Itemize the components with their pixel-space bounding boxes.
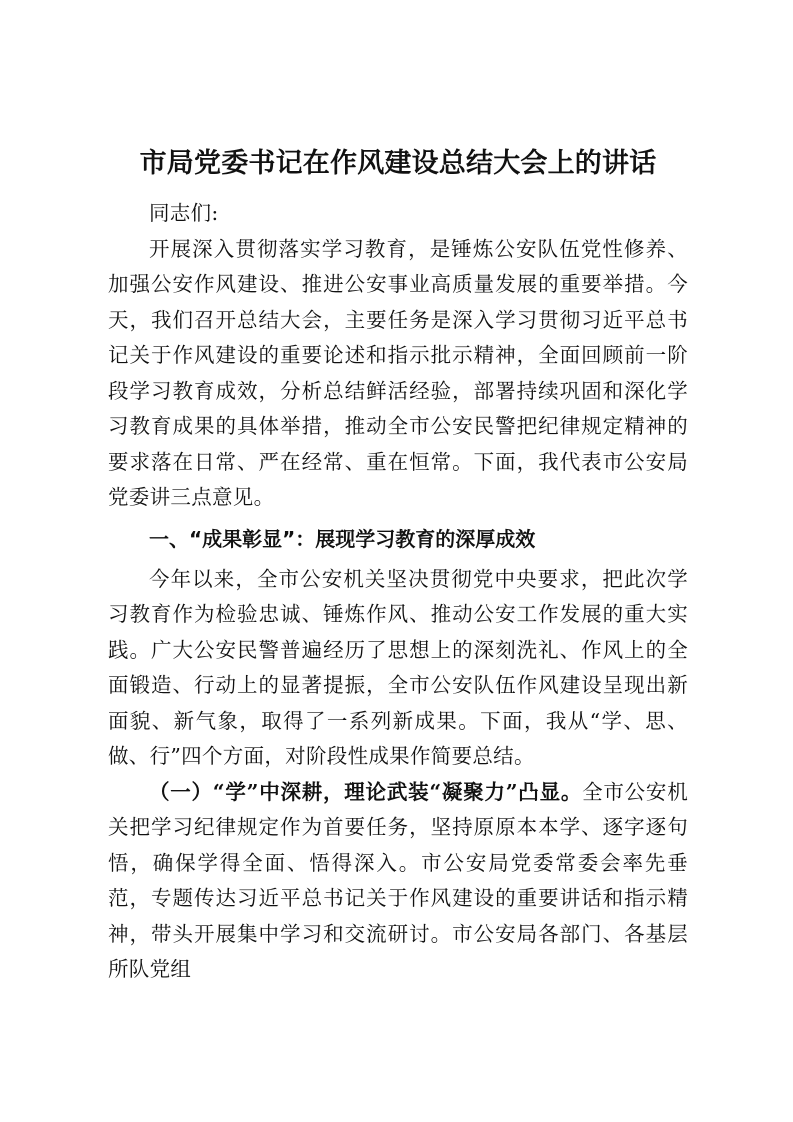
subsection-1-body: 全市公安机关把学习纪律规定作为首要任务，坚持原原本本学、逐字逐句悟，确保学得全面、悟得深入。市公安局党委常委会率先垂范，专题传达习近平总书记关于作风建设的重要讲话和指示精神，带头开展集中学习和交流研讨。市公安局各部门、各基层所队党组: [108, 779, 689, 981]
document-title: 市局党委书记在作风建设总结大会上的讲话: [139, 148, 657, 179]
intro-paragraph: 开展深入贯彻落实学习教育，是锤炼公安队伍党性修养、加强公安作风建设、推进公安事业高质量发展的重要举措。今天，我们召开总结大会，主要任务是深入学习贯彻习近平总书记关于作风建设的重要论述和指示批示精神，全面回顾前一阶段学习教育成效，分析总结鲜活经验，部署持续巩固和深化学习教育成果的具体举措，推动全市公安民警把纪律规定精神的要求落在日常、严在经常、重在恒常。下面，我代表市公安局党委讲三点意见。: [108, 236, 688, 509]
subsection-1-heading: （一）“学”中深耕，理论武装“凝聚力”凸显。: [149, 779, 583, 804]
salutation: 同志们:: [149, 201, 219, 225]
section-1-heading: 一、“成果彰显”：展现学习教育的深厚成效: [149, 526, 536, 551]
document-body: [108, 140, 688, 988]
section-1-paragraph: 今年以来，全市公安机关坚决贯彻党中央要求，把此次学习教育作为检验忠诚、锤炼作风、推动公安工作发展的重大实践。广大公安民警普遍经历了思想上的深刻洗礼、作风上的全面锻造、行动上的显著提振，全市公安队伍作风建设呈现出新面貌、新气象，取得了一系列新成果。下面，我从“学、思、做、行”四个方面，对阶段性成果作简要总结。: [108, 566, 688, 768]
subsection-1-paragraph: [108, 775, 688, 988]
